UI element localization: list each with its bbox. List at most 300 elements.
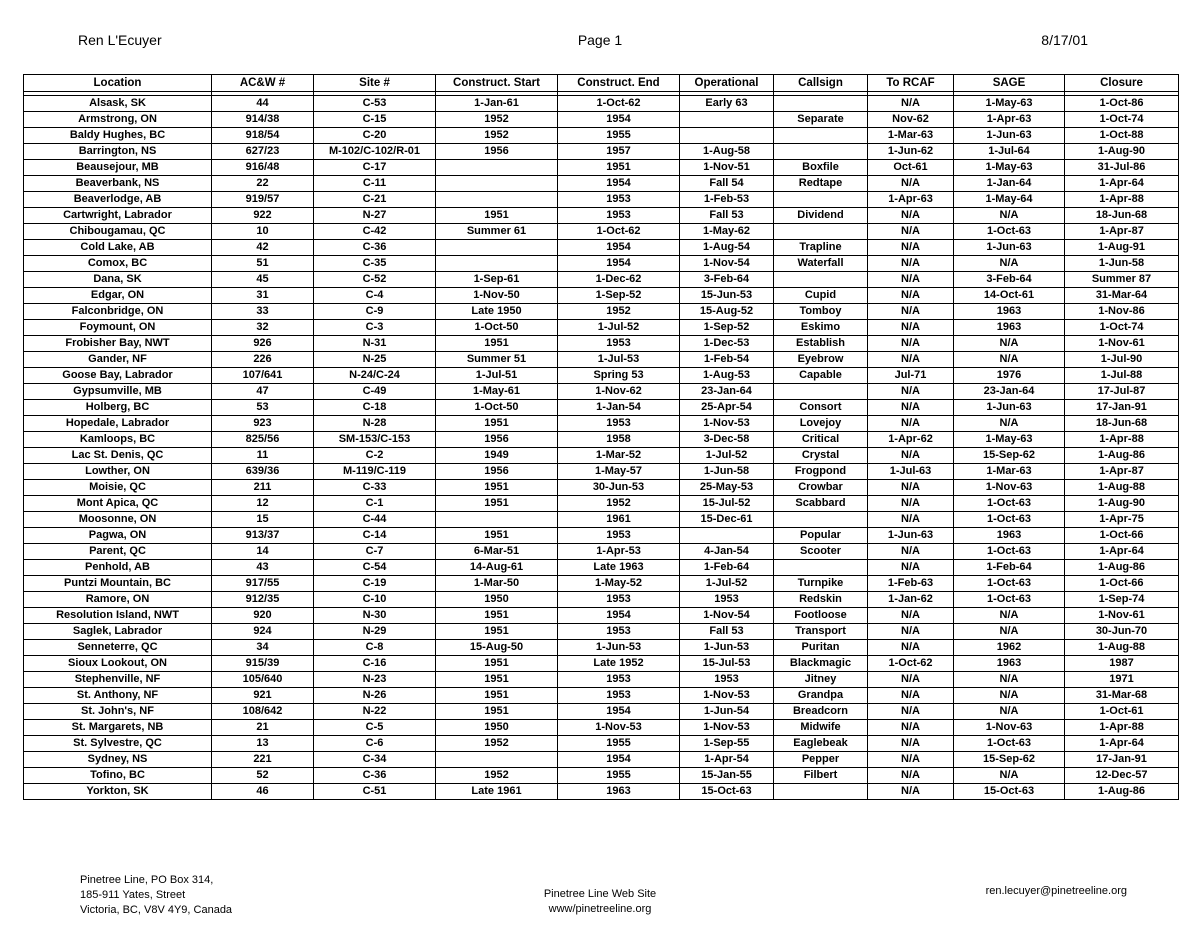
table-cell: Redtape	[774, 176, 868, 192]
table-row	[24, 208, 1179, 224]
table-cell: 1963	[954, 320, 1065, 336]
table-cell: 1953	[558, 336, 680, 352]
table-cell: N-29	[314, 624, 436, 640]
table-row	[24, 96, 1179, 112]
table-cell: N/A	[868, 256, 954, 272]
table-cell: Establish	[774, 336, 868, 352]
table-cell: C-33	[314, 480, 436, 496]
table-row	[24, 192, 1179, 208]
table-cell: 1-Jan-62	[868, 592, 954, 608]
table-cell	[774, 96, 868, 112]
table-cell	[436, 752, 558, 768]
table-cell: Late 1950	[436, 304, 558, 320]
table-cell: 1-Nov-63	[954, 480, 1065, 496]
table-cell: C-4	[314, 288, 436, 304]
table-row	[24, 224, 1179, 240]
table-cell: 1952	[436, 112, 558, 128]
table-cell	[774, 272, 868, 288]
table-cell: Edgar, ON	[24, 288, 212, 304]
table-cell	[774, 384, 868, 400]
table-cell: 34	[212, 640, 314, 656]
table-cell: 1-May-61	[436, 384, 558, 400]
table-cell: Summer 61	[436, 224, 558, 240]
table-cell: C-36	[314, 768, 436, 784]
table-cell: 1962	[954, 640, 1065, 656]
table-cell: N/A	[868, 320, 954, 336]
table-cell: Frogpond	[774, 464, 868, 480]
column-header: Construct. Start	[436, 75, 558, 92]
table-cell: Moisie, QC	[24, 480, 212, 496]
table-cell: 1-Sep-52	[558, 288, 680, 304]
table-cell: 1963	[954, 656, 1065, 672]
table-cell: N/A	[954, 608, 1065, 624]
table-cell: 1954	[558, 256, 680, 272]
table-cell: 15-Oct-63	[954, 784, 1065, 800]
table-cell: 1952	[558, 496, 680, 512]
table-cell: 1958	[558, 432, 680, 448]
table-cell: 1-Jul-52	[558, 320, 680, 336]
table-cell: 1-Apr-75	[1065, 512, 1179, 528]
table-cell: Lac St. Denis, QC	[24, 448, 212, 464]
table-cell: Gypsumville, MB	[24, 384, 212, 400]
table-cell: C-2	[314, 448, 436, 464]
table-cell: 1-Oct-63	[954, 544, 1065, 560]
table-cell: N/A	[868, 560, 954, 576]
table-cell: 1953	[680, 672, 774, 688]
table-cell: 1-Jun-53	[558, 640, 680, 656]
table-cell: C-53	[314, 96, 436, 112]
table-cell: 1952	[436, 768, 558, 784]
table-cell: 1-Nov-54	[680, 256, 774, 272]
table-cell: Ramore, ON	[24, 592, 212, 608]
table-cell	[680, 528, 774, 544]
table-cell: Crowbar	[774, 480, 868, 496]
table-cell: N/A	[868, 704, 954, 720]
table-cell: St. Sylvestre, QC	[24, 736, 212, 752]
table-cell: 18-Jun-68	[1065, 416, 1179, 432]
table-cell: C-15	[314, 112, 436, 128]
table-cell: Late 1963	[558, 560, 680, 576]
table-row	[24, 368, 1179, 384]
table-cell: 15-Jul-53	[680, 656, 774, 672]
table-cell	[774, 128, 868, 144]
table-cell: Pagwa, ON	[24, 528, 212, 544]
table-cell: Trapline	[774, 240, 868, 256]
table-cell: 1954	[558, 608, 680, 624]
table-cell: 1955	[558, 768, 680, 784]
table-cell: 11	[212, 448, 314, 464]
table-cell: 1-Apr-64	[1065, 544, 1179, 560]
table-cell: C-51	[314, 784, 436, 800]
table-cell: 42	[212, 240, 314, 256]
table-row	[24, 656, 1179, 672]
table-cell: 1-Oct-74	[1065, 320, 1179, 336]
table-cell: 32	[212, 320, 314, 336]
table-cell: C-54	[314, 560, 436, 576]
table-cell: M-119/C-119	[314, 464, 436, 480]
table-cell: 1-Jul-51	[436, 368, 558, 384]
table-cell: 1-Aug-53	[680, 368, 774, 384]
table-cell: Baldy Hughes, BC	[24, 128, 212, 144]
table-cell: Parent, QC	[24, 544, 212, 560]
table-cell: 1-Aug-91	[1065, 240, 1179, 256]
table-cell: N/A	[868, 544, 954, 560]
table-cell: 1954	[558, 112, 680, 128]
table-cell: N/A	[868, 304, 954, 320]
table-cell: 1-May-63	[954, 96, 1065, 112]
column-header: SAGE	[954, 75, 1065, 92]
table-cell: C-3	[314, 320, 436, 336]
table-cell: 15-Sep-62	[954, 752, 1065, 768]
table-cell: 1-Nov-61	[1065, 336, 1179, 352]
table-cell: 14	[212, 544, 314, 560]
table-cell: N/A	[868, 176, 954, 192]
table-cell: Redskin	[774, 592, 868, 608]
table-cell: N/A	[868, 448, 954, 464]
table-cell: 30-Jun-70	[1065, 624, 1179, 640]
table-cell: 18-Jun-68	[1065, 208, 1179, 224]
table-cell: N-24/C-24	[314, 368, 436, 384]
table-cell: 1-May-57	[558, 464, 680, 480]
table-row	[24, 560, 1179, 576]
table-cell: Late 1952	[558, 656, 680, 672]
table-row	[24, 272, 1179, 288]
table-cell: 1-May-52	[558, 576, 680, 592]
table-cell	[436, 256, 558, 272]
table-cell: 14-Aug-61	[436, 560, 558, 576]
table-cell: 1-Dec-53	[680, 336, 774, 352]
table-cell: 10	[212, 224, 314, 240]
table-cell: 1-Feb-53	[680, 192, 774, 208]
table-cell: 1-Aug-88	[1065, 480, 1179, 496]
table-cell: 30-Jun-53	[558, 480, 680, 496]
table-cell: 1963	[954, 304, 1065, 320]
table-body	[24, 92, 1179, 800]
table-cell: 1951	[436, 704, 558, 720]
table-cell: 43	[212, 560, 314, 576]
table-cell: 1-Jun-63	[954, 128, 1065, 144]
table-cell: Spring 53	[558, 368, 680, 384]
table-cell: 1963	[954, 528, 1065, 544]
table-cell: C-6	[314, 736, 436, 752]
table-cell: Fall 53	[680, 624, 774, 640]
table-cell: 1-Oct-62	[868, 656, 954, 672]
table-cell: 1-Jun-63	[954, 240, 1065, 256]
table-row	[24, 592, 1179, 608]
document-date: 8/17/01	[1041, 32, 1088, 48]
table-cell: C-44	[314, 512, 436, 528]
table-cell: 1-Sep-52	[680, 320, 774, 336]
table-cell: Holberg, BC	[24, 400, 212, 416]
table-cell: C-18	[314, 400, 436, 416]
table-cell: N/A	[954, 768, 1065, 784]
table-cell	[774, 224, 868, 240]
table-cell: N/A	[868, 512, 954, 528]
table-cell: Fall 54	[680, 176, 774, 192]
table-cell: 1-Jun-58	[680, 464, 774, 480]
table-cell: N/A	[868, 640, 954, 656]
table-cell: Jitney	[774, 672, 868, 688]
table-cell: 1-Oct-50	[436, 320, 558, 336]
table-cell: Frobisher Bay, NWT	[24, 336, 212, 352]
page-number: Page 1	[577, 32, 623, 48]
table-cell: 1952	[436, 128, 558, 144]
table-row	[24, 160, 1179, 176]
table-cell	[774, 560, 868, 576]
table-cell: 1-Sep-74	[1065, 592, 1179, 608]
table-cell: 1951	[436, 208, 558, 224]
table-cell: 1953	[558, 672, 680, 688]
column-header: To RCAF	[868, 75, 954, 92]
table-cell: C-52	[314, 272, 436, 288]
table-cell: 627/23	[212, 144, 314, 160]
table-cell: 1-Jun-63	[868, 528, 954, 544]
table-row	[24, 304, 1179, 320]
table-cell: Goose Bay, Labrador	[24, 368, 212, 384]
table-cell: 920	[212, 608, 314, 624]
table-cell: 1951	[436, 480, 558, 496]
table-cell: 639/36	[212, 464, 314, 480]
table-cell: 1987	[1065, 656, 1179, 672]
table-row	[24, 752, 1179, 768]
table-cell: 45	[212, 272, 314, 288]
table-cell: 1951	[558, 160, 680, 176]
table-row	[24, 384, 1179, 400]
table-cell: Puritan	[774, 640, 868, 656]
table-cell: 1-Nov-62	[558, 384, 680, 400]
table-cell: 913/37	[212, 528, 314, 544]
table-cell: 919/57	[212, 192, 314, 208]
table-cell: Lovejoy	[774, 416, 868, 432]
table-row	[24, 480, 1179, 496]
table-cell: Turnpike	[774, 576, 868, 592]
table-cell: 1953	[558, 208, 680, 224]
table-cell: N/A	[868, 688, 954, 704]
table-cell: 1954	[558, 176, 680, 192]
table-cell	[436, 192, 558, 208]
table-cell: Penhold, AB	[24, 560, 212, 576]
table-cell: N/A	[868, 496, 954, 512]
table-cell: 47	[212, 384, 314, 400]
website-title: Pinetree Line Web Site	[543, 888, 657, 900]
table-cell: 15-Sep-62	[954, 448, 1065, 464]
table-cell: 921	[212, 688, 314, 704]
table-cell: 1-Mar-63	[868, 128, 954, 144]
address-line: Victoria, BC, V8V 4Y9, Canada	[80, 904, 233, 916]
table-cell: 917/55	[212, 576, 314, 592]
table-cell: 1-Jun-63	[954, 400, 1065, 416]
table-cell: Dividend	[774, 208, 868, 224]
table-cell: 1953	[558, 416, 680, 432]
table-cell: 1-Jan-64	[954, 176, 1065, 192]
table-cell: 15-Dec-61	[680, 512, 774, 528]
table-cell: 1956	[436, 464, 558, 480]
table-row	[24, 704, 1179, 720]
table-cell: 1951	[436, 336, 558, 352]
table-cell: 1-Jan-61	[436, 96, 558, 112]
table-cell: 15-Aug-50	[436, 640, 558, 656]
table-cell: Jul-71	[868, 368, 954, 384]
radar-sites-table	[23, 74, 1179, 800]
table-cell: Pepper	[774, 752, 868, 768]
table-cell: Fall 53	[680, 208, 774, 224]
table-cell: N-30	[314, 608, 436, 624]
table-cell: Armstrong, ON	[24, 112, 212, 128]
table-cell: M-102/C-102/R-01	[314, 144, 436, 160]
table-cell: 15-Jun-53	[680, 288, 774, 304]
table-cell: 1-Nov-53	[680, 416, 774, 432]
table-cell: 105/640	[212, 672, 314, 688]
table-cell: 31-Jul-86	[1065, 160, 1179, 176]
table-cell: 1-Jul-63	[868, 464, 954, 480]
table-cell: 1-Apr-64	[1065, 736, 1179, 752]
table-cell: N/A	[868, 720, 954, 736]
table-row	[24, 128, 1179, 144]
table-cell: N/A	[868, 384, 954, 400]
table-cell: 1-Apr-63	[954, 112, 1065, 128]
table-cell: N/A	[868, 240, 954, 256]
table-row	[24, 736, 1179, 752]
table-cell: N-25	[314, 352, 436, 368]
table-cell: 1-Aug-86	[1065, 560, 1179, 576]
table-cell: N/A	[868, 768, 954, 784]
table-cell: 3-Feb-64	[954, 272, 1065, 288]
table-cell: Eaglebeak	[774, 736, 868, 752]
table-cell: N/A	[954, 624, 1065, 640]
table-cell: 1952	[558, 304, 680, 320]
table-cell: N/A	[868, 208, 954, 224]
table-cell: N-23	[314, 672, 436, 688]
table-cell: 1-Nov-86	[1065, 304, 1179, 320]
table-cell: 1-May-63	[954, 432, 1065, 448]
table-cell: 1955	[558, 128, 680, 144]
table-cell: 12	[212, 496, 314, 512]
table-cell: 22	[212, 176, 314, 192]
table-cell: 1-Nov-54	[680, 608, 774, 624]
table-cell: 924	[212, 624, 314, 640]
table-cell: 1-Oct-50	[436, 400, 558, 416]
table-cell: Midwife	[774, 720, 868, 736]
table-cell: Late 1961	[436, 784, 558, 800]
table-cell: Capable	[774, 368, 868, 384]
table-cell: 1-Aug-90	[1065, 496, 1179, 512]
table-cell: 15-Aug-52	[680, 304, 774, 320]
table-cell: 1951	[436, 416, 558, 432]
table-cell: 1963	[558, 784, 680, 800]
table-cell: 1-Jun-62	[868, 144, 954, 160]
table-cell: 1-Jul-52	[680, 576, 774, 592]
table-cell: C-1	[314, 496, 436, 512]
table-cell: C-49	[314, 384, 436, 400]
table-cell: 912/35	[212, 592, 314, 608]
table-row	[24, 288, 1179, 304]
table-cell: 1951	[436, 672, 558, 688]
table-cell: Hopedale, Labrador	[24, 416, 212, 432]
table-row	[24, 112, 1179, 128]
table-cell: Eskimo	[774, 320, 868, 336]
table-cell: C-21	[314, 192, 436, 208]
table-cell: C-9	[314, 304, 436, 320]
table-cell: 926	[212, 336, 314, 352]
table-cell: 53	[212, 400, 314, 416]
table-cell: 1-Nov-61	[1065, 608, 1179, 624]
table-row	[24, 512, 1179, 528]
table-cell: N/A	[868, 752, 954, 768]
table-cell: 1-Oct-62	[558, 96, 680, 112]
table-cell: 1-Nov-63	[954, 720, 1065, 736]
table-row	[24, 448, 1179, 464]
table-cell: 226	[212, 352, 314, 368]
table-cell: 1-Oct-63	[954, 576, 1065, 592]
table-row	[24, 144, 1179, 160]
table-cell: 31-Mar-68	[1065, 688, 1179, 704]
table-row	[24, 400, 1179, 416]
table-cell: 25-Apr-54	[680, 400, 774, 416]
table-cell: 1-Jul-88	[1065, 368, 1179, 384]
table-cell: 1-Aug-88	[1065, 640, 1179, 656]
table-cell: 1-Apr-54	[680, 752, 774, 768]
table-cell: C-20	[314, 128, 436, 144]
table-cell: 1954	[558, 704, 680, 720]
table-cell: 1951	[436, 528, 558, 544]
table-cell: Scooter	[774, 544, 868, 560]
table-cell: N/A	[868, 400, 954, 416]
table-cell: N/A	[868, 352, 954, 368]
table-cell: 1950	[436, 592, 558, 608]
table-cell	[774, 512, 868, 528]
table-cell: Stephenville, NF	[24, 672, 212, 688]
table-cell: Lowther, ON	[24, 464, 212, 480]
table-cell: 1-Nov-51	[680, 160, 774, 176]
table-cell: 1949	[436, 448, 558, 464]
table-cell: 1976	[954, 368, 1065, 384]
table-cell: C-7	[314, 544, 436, 560]
table-cell: 15-Jan-55	[680, 768, 774, 784]
table-cell: N-27	[314, 208, 436, 224]
table-cell: Boxfile	[774, 160, 868, 176]
table-cell: 1-Feb-64	[954, 560, 1065, 576]
table-cell: Beausejour, MB	[24, 160, 212, 176]
table-cell: 914/38	[212, 112, 314, 128]
table-cell: 922	[212, 208, 314, 224]
table-cell: C-5	[314, 720, 436, 736]
table-cell: 1971	[1065, 672, 1179, 688]
contact-email: ren.lecuyer@pinetreeline.org	[985, 885, 1127, 897]
table-cell: N/A	[868, 736, 954, 752]
table-cell: Saglek, Labrador	[24, 624, 212, 640]
table-cell: 31	[212, 288, 314, 304]
table-cell: C-34	[314, 752, 436, 768]
table-cell: SM-153/C-153	[314, 432, 436, 448]
column-header: Location	[24, 75, 212, 92]
table-cell: 1-Apr-63	[868, 192, 954, 208]
table-cell: Critical	[774, 432, 868, 448]
table-row	[24, 336, 1179, 352]
table-cell: 1-Aug-86	[1065, 448, 1179, 464]
table-cell: 17-Jan-91	[1065, 752, 1179, 768]
table-cell: 1-Sep-55	[680, 736, 774, 752]
table-cell: 31-Mar-64	[1065, 288, 1179, 304]
table-row	[24, 576, 1179, 592]
table-cell: C-19	[314, 576, 436, 592]
table-cell: 1-May-64	[954, 192, 1065, 208]
table-cell: Separate	[774, 112, 868, 128]
column-header: Construct. End	[558, 75, 680, 92]
table-cell: 44	[212, 96, 314, 112]
table-cell: Crystal	[774, 448, 868, 464]
table-row	[24, 464, 1179, 480]
table-cell: 1953	[558, 592, 680, 608]
